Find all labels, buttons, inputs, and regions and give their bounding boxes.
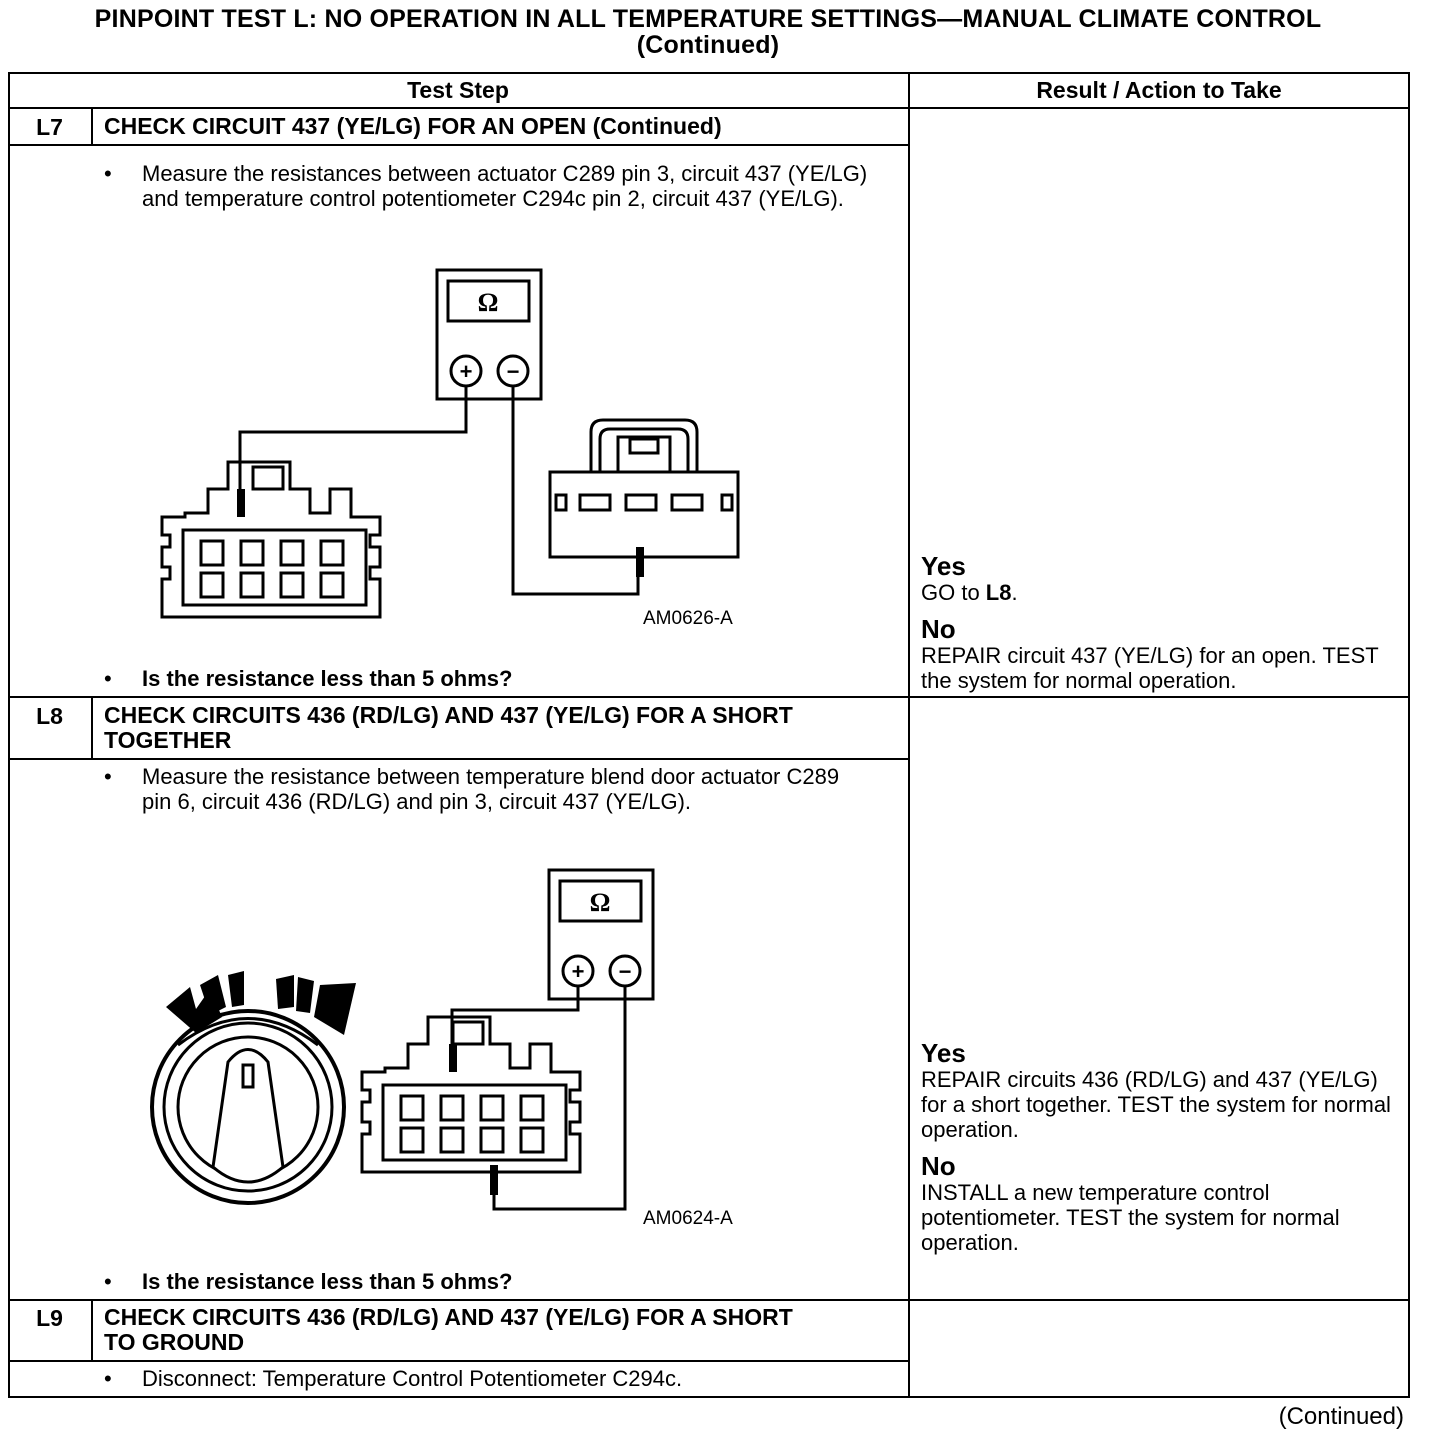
- minus-symbol: −: [618, 959, 632, 984]
- l7-result: [921, 552, 1401, 693]
- l8-title-divider: [8, 758, 909, 760]
- potentiometer-connector-body: [550, 472, 738, 557]
- l8-no-heading: No: [921, 1151, 956, 1181]
- table-border-left: [8, 72, 10, 1398]
- l7-bullet-1-text: Measure the resistances between actuator C289 pin 3, circuit 437 (YE/LG) and temperature control potentiometer C294c pin 2, circuit 437 (YE/LG).: [142, 161, 868, 211]
- negative-probe-tip: [490, 1165, 498, 1195]
- actuator-connector-outline: [362, 1017, 580, 1172]
- negative-probe-tip: [636, 547, 644, 577]
- step-title-l7: CHECK CIRCUIT 437 (YE/LG) FOR AN OPEN (Continued): [104, 113, 722, 139]
- bullet-dot: •: [104, 1269, 112, 1294]
- l7-id-divider: [91, 107, 93, 145]
- table-border-top: [8, 72, 1410, 74]
- positive-probe-tip: [237, 489, 245, 517]
- bullet-dot: •: [104, 666, 112, 691]
- l7-yes-heading: Yes: [921, 551, 966, 581]
- l7-no-text: REPAIR circuit 437 (YE/LG) for an open. TEST the system for normal operation.: [921, 643, 1379, 693]
- l7-yes-text: GO to L8.: [921, 580, 1018, 605]
- step-id-l8: L8: [36, 703, 63, 729]
- header-test-step: Test Step: [407, 77, 509, 103]
- ohm-symbol: Ω: [589, 888, 611, 917]
- bullet-dot: •: [104, 161, 112, 186]
- header-divider: [8, 107, 1410, 109]
- page-title: [0, 6, 1416, 58]
- l7-title-divider: [8, 144, 909, 146]
- l7-bottom-divider: [8, 696, 1410, 698]
- l9-id-divider: [91, 1299, 93, 1361]
- l8-question-text: Is the resistance less than 5 ohms?: [142, 1269, 513, 1294]
- l9-bullet-1-text: Disconnect: Temperature Control Potentiometer C294c.: [142, 1366, 683, 1391]
- header-result: Result / Action to Take: [1036, 77, 1282, 103]
- step-id-l7: L7: [36, 114, 63, 140]
- hot-arrow: [314, 983, 356, 1035]
- l8-bottom-divider: [8, 1299, 1410, 1301]
- negative-lead-wire: [494, 986, 625, 1209]
- actuator-connector-outline: [162, 462, 380, 617]
- temperature-knob-pointer: [213, 1050, 283, 1183]
- negative-lead-wire: [513, 386, 638, 594]
- page-title-line1: PINPOINT TEST L: NO OPERATION IN ALL TEMPERATURE SETTINGS—MANUAL CLIMATE CONTROL: [94, 5, 1322, 33]
- l8-yes-text: REPAIR circuits 436 (RD/LG) and 437 (YE/LG) for a short together. TEST the system for normal operation.: [921, 1067, 1391, 1142]
- l8-id-divider: [91, 696, 93, 759]
- plus-symbol: +: [459, 359, 473, 384]
- table-border-right: [1408, 72, 1410, 1398]
- pinpoint-test-table: [8, 72, 1410, 1398]
- connector-latch: [253, 467, 283, 489]
- bullet-dot: •: [104, 764, 112, 789]
- l8-no-text: INSTALL a new temperature control potentiometer. TEST the system for normal operation.: [921, 1180, 1340, 1255]
- l8-ohmmeter-diagram: [148, 867, 758, 1227]
- step-id-l9: L9: [36, 1305, 63, 1331]
- figure-label-am0624: AM0624-A: [643, 1208, 733, 1227]
- step-title-l9: CHECK CIRCUITS 436 (RD/LG) AND 437 (YE/LG) FOR A SHORT TO GROUND: [104, 1304, 793, 1355]
- column-divider: [908, 72, 910, 1398]
- minus-symbol: −: [506, 359, 520, 384]
- step-title-l8: CHECK CIRCUITS 436 (RD/LG) AND 437 (YE/LG) FOR A SHORT TOGETHER: [104, 702, 793, 753]
- page-title-line2: (Continued): [636, 31, 780, 59]
- figure-label-am0626: AM0626-A: [643, 608, 733, 627]
- ohm-symbol: Ω: [477, 288, 499, 317]
- connector-latch: [453, 1022, 483, 1044]
- l8-yes-heading: Yes: [921, 1038, 966, 1068]
- table-border-bottom: [8, 1396, 1410, 1398]
- l7-question-text: Is the resistance less than 5 ohms?: [142, 666, 513, 691]
- positive-probe-tip: [449, 1044, 457, 1072]
- bullet-dot: •: [104, 1366, 112, 1391]
- plus-symbol: +: [571, 959, 585, 984]
- l8-result: [921, 1039, 1406, 1255]
- l7-no-heading: No: [921, 614, 956, 644]
- continued-note: (Continued): [1278, 1403, 1404, 1430]
- l8-bullet-1-text: Measure the resistance between temperature blend door actuator C289 pin 6, circuit 436 (RD/LG) and pin 3, circuit 437 (YE/LG).: [142, 764, 840, 814]
- l9-title-divider: [8, 1360, 909, 1362]
- l7-ohmmeter-diagram: [148, 267, 758, 627]
